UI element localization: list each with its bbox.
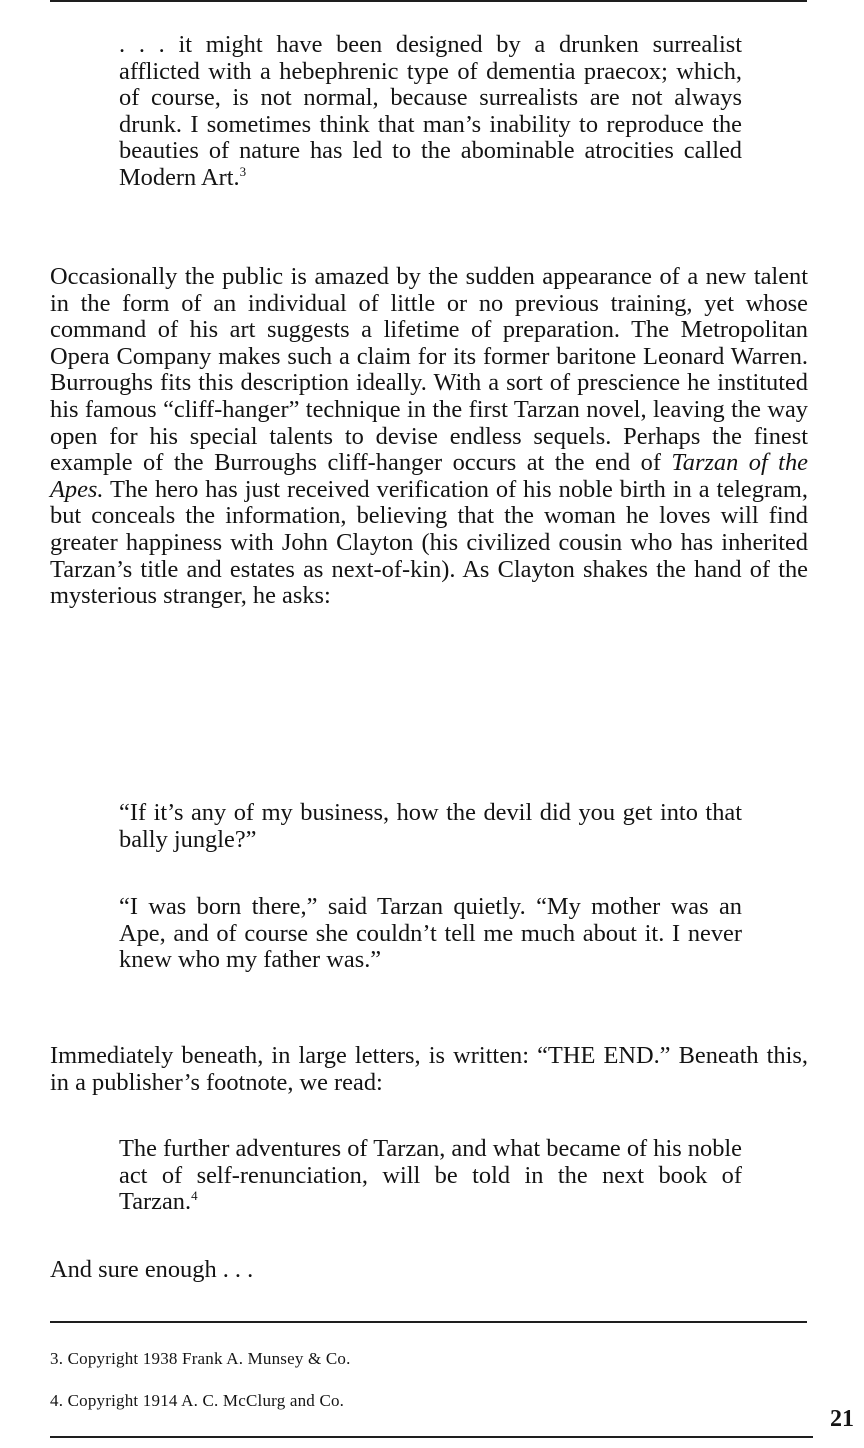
quote-text: . . . it might have been designed by a drunken surrealist afflicted with a hebephrenic type of dementia praecox; which, of course, is not normal, because surrealists are not always drunk. I sometimes think that man’s inability to reproduce the beauties of nature has led to the abominable atrocities called Modern Art. — [119, 31, 742, 191]
paragraph-text: Immediately beneath, in large letters, is written: “THE END.” Beneath this, in a publisher’s footnote, we read: — [50, 1042, 808, 1096]
book-title: Tarzan of the Apes. — [50, 449, 808, 503]
bottom-rule — [50, 1436, 813, 1438]
paragraph-text — [50, 264, 808, 610]
footnote-ref-3: 3 — [239, 163, 247, 179]
body-paragraph-cliff-hanger — [50, 264, 808, 610]
block-quote-clayton — [119, 800, 742, 853]
footnote-ref-4: 4 — [191, 1188, 198, 1204]
block-quote-tarzan — [119, 894, 742, 974]
top-rule — [50, 0, 807, 2]
quote-text: “I was born there,” said Tarzan quietly. “My mother was an Ape, and of course she couldn’t tell me much about it. I never knew who my father was.” — [119, 893, 742, 974]
footnote-3: 3. Copyright 1938 Frank A. Munsey & Co. — [50, 1349, 351, 1368]
block-quote-publisher-footnote — [119, 1136, 742, 1216]
block-quote-text — [119, 1136, 742, 1216]
page-number: 21 — [830, 1406, 854, 1432]
footnote-rule — [50, 1321, 807, 1323]
block-quote-modern-art — [119, 32, 742, 192]
quote-text: “If it’s any of my business, how the devil did you get into that bally jungle?” — [119, 799, 742, 853]
body-paragraph-sure-enough — [50, 1257, 808, 1284]
body-paragraph-the-end — [50, 1043, 808, 1096]
quote-text: The further adventures of Tarzan, and what became of his noble act of self-renunciation, will be told in the next book of Tarzan. — [119, 1135, 742, 1216]
paragraph-text-part: Occasionally the public is amazed by the sudden appearance of a new talent in the form of an individual of little or no previous training, yet whose command of his art suggests a lifetime of preparation. The Metropolitan Opera Company makes such a claim for its former baritone Leonard Warren. Burroughs fits this description ideally. With a sort of prescience he instituted his famous “cliff-hanger” technique in the first Tarzan novel, leaving the way open for his special talents to devise endless sequels. Perhaps the finest example of the Burroughs cliff-hanger occurs at the end of — [50, 263, 808, 477]
footnote-4: 4. Copyright 1914 A. C. McClurg and Co. — [50, 1391, 345, 1410]
block-quote-text — [119, 32, 742, 192]
paragraph-text-part: The hero has just received verification of his noble birth in a telegram, but conceals the information, believing that the woman he loves will find greater happiness with John Clayton (his civilized cousin who has inherited Tarzan’s title and estates as next-of-kin). As Clayton shakes the hand of the mysterious stranger, he asks: — [50, 475, 808, 610]
paragraph-text: And sure enough . . . — [50, 1256, 254, 1283]
